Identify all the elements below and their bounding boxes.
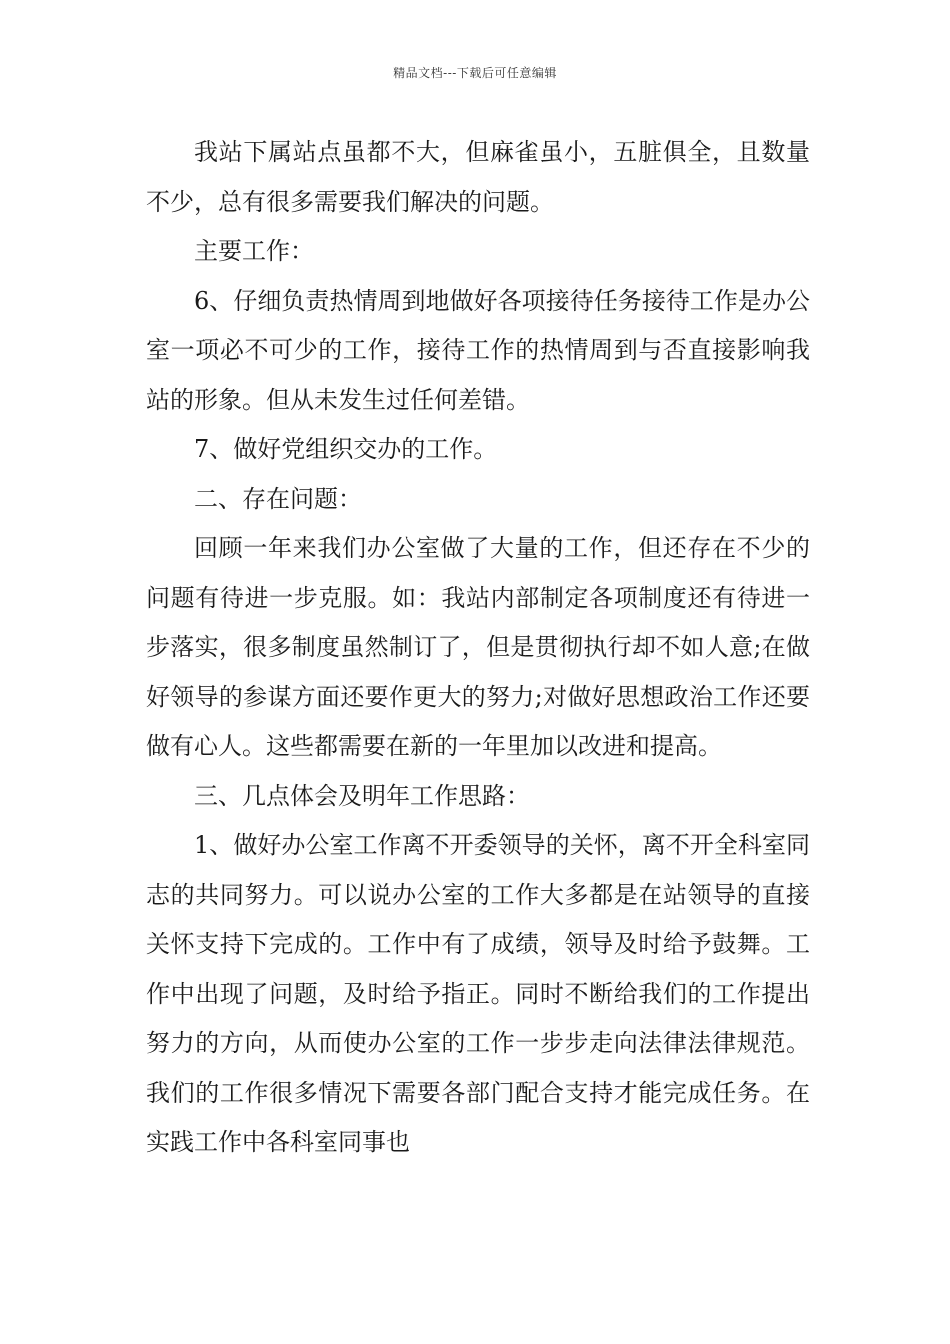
paragraph-intro: 我站下属站点虽都不大，但麻雀虽小，五脏俱全，且数量不少，总有很多需要我们解决的问题。 [146, 138, 810, 216]
heading-main-work: 主要工作： [194, 237, 314, 265]
paragraph-review: 回顾一年来我们办公室做了大量的工作，但还存在不少的问题有待进一步克服。如：我站内部制定各项制度还有待进一步落实，很多制度虽然制订了，但是贯彻执行却不如人意;在做好领导的参谋方面还要作更大的努力;对做好思想政治工作还要做有心人。这些都需要在新的一年里加以改进和提高。 [146, 534, 810, 760]
paragraph-item-1: 1、做好办公室工作离不开委领导的关怀，离不开全科室同志的共同努力。可以说办公室的工作大多都是在站领导的直接关怀支持下完成的。工作中有了成绩，领导及时给予鼓舞。工作中出现了问题，及时给予指正。同时不断给我们的工作提出努力的方向，从而使办公室的工作一步步走向法律法律规范。我们的工作很多情况下需要各部门配合支持才能完成任务。在实践工作中各科室同事也 [146, 831, 810, 1156]
page-header: 精品文档---下载后可任意编辑 [393, 66, 557, 80]
paragraph-item-7: 7、做好党组织交办的工作。 [194, 435, 498, 463]
heading-experience-and-plans: 三、几点体会及明年工作思路： [194, 781, 530, 810]
document-body [146, 128, 810, 1168]
heading-existing-problems: 二、存在问题： [194, 484, 362, 513]
paragraph-item-6: 6、仔细负责热情周到地做好各项接待任务接待工作是办公室一项必不可少的工作，接待工作的热情周到与否直接影响我站的形象。但从未发生过任何差错。 [146, 286, 810, 414]
